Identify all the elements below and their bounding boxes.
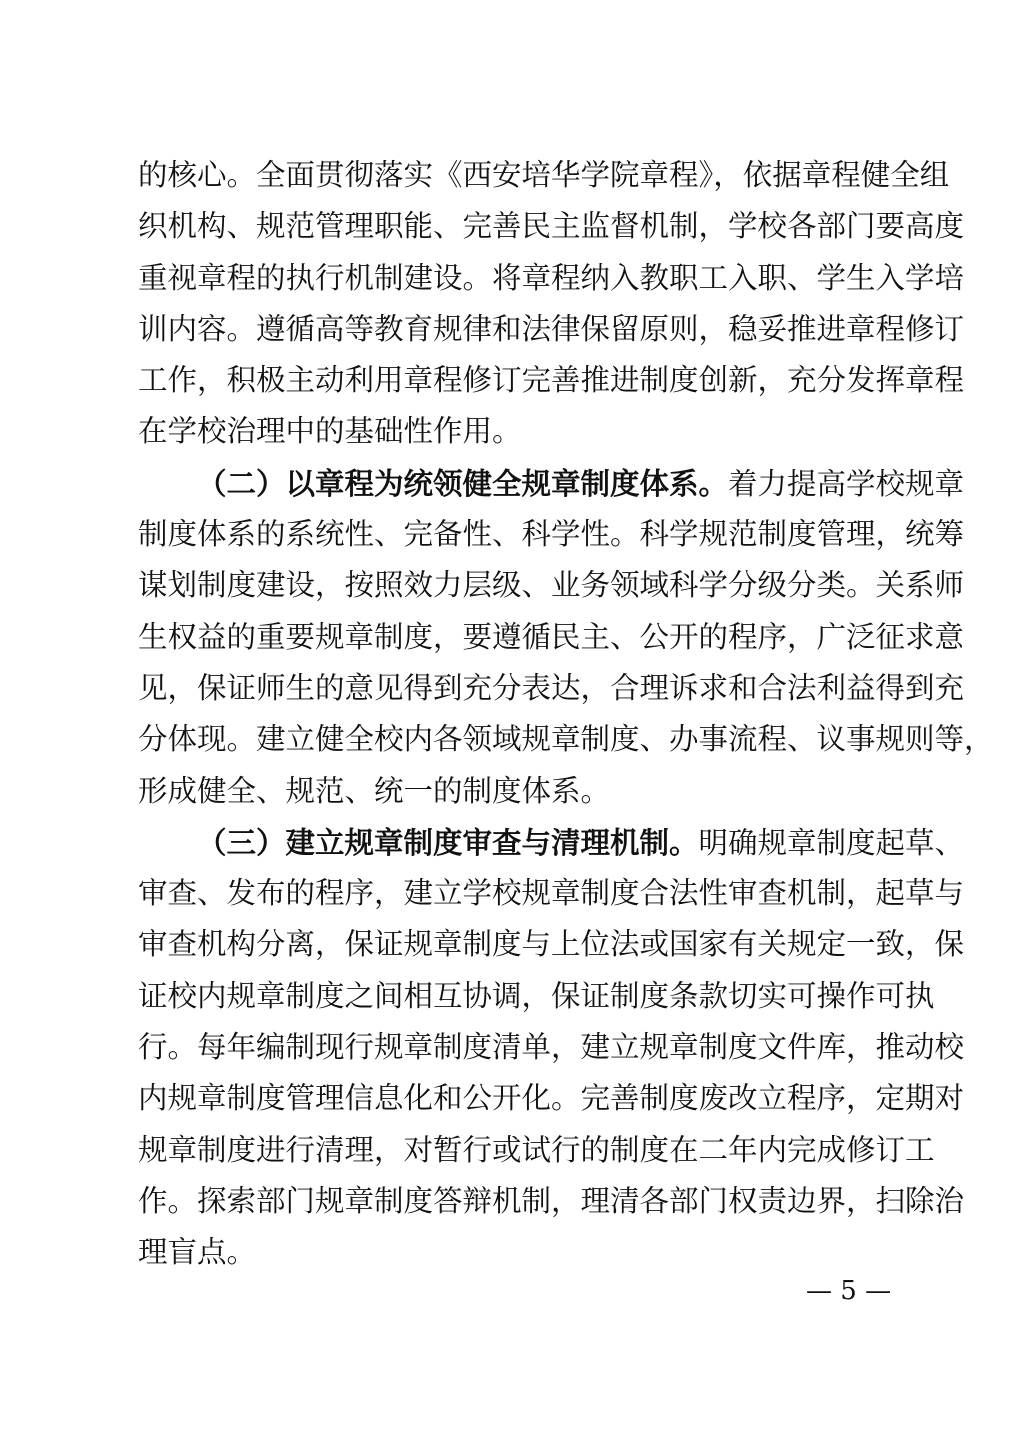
paragraph-1-line-5: 工作，积极主动利用章程修订完善推进制度创新，充分发挥章程 xyxy=(138,363,965,398)
page-number: — 5 — xyxy=(806,1276,892,1306)
paragraph-3-line-7: 规章制度进行清理，对暂行或试行的制度在二年内完成修订工 xyxy=(138,1132,935,1167)
paragraph-1-line-6: 在学校治理中的基础性作用。 xyxy=(138,414,522,449)
paragraph-1-line-3: 重视章程的执行机制建设。将章程纳入教职工入职、学生入学培 xyxy=(138,260,965,295)
paragraph-2-line-3: 谋划制度建设，按照效力层级、业务领域科学分级分类。关系师 xyxy=(138,568,965,603)
paragraph-1-line-4: 训内容。遵循高等教育规律和法律保留原则，稳妥推进章程修订 xyxy=(138,311,965,346)
paragraph-1-line-1: 的核心。全面贯彻落实《西安培华学院章程》，依据章程健全组 xyxy=(138,158,950,192)
paragraph-3-line-1 xyxy=(138,817,965,868)
paragraph-3-line-9: 理盲点。 xyxy=(138,1235,257,1270)
paragraph-2-line-4: 生权益的重要规章制度，要遵循民主、公开的程序，广泛征求意 xyxy=(138,619,965,654)
paragraph-2-line-5: 见，保证师生的意见得到充分表达，合理诉求和合法利益得到充 xyxy=(138,670,965,705)
paragraph-3-line-5: 行。每年编制现行规章制度清单，建立规章制度文件库，推动校 xyxy=(138,1030,965,1065)
paragraph-3-line-4: 证校内规章制度之间相互协调，保证制度条款切实可操作可执 xyxy=(138,978,935,1013)
paragraph-3-line-2: 审查、发布的程序，建立学校规章制度合法性审查机制，起草与 xyxy=(138,876,965,911)
paragraph-3-line-3: 审查机构分离，保证规章制度与上位法或国家有关规定一致，保 xyxy=(138,927,965,962)
paragraph-3-heading: （三）建立规章制度审查与清理机制。 xyxy=(197,824,699,860)
paragraph-2-line-1 xyxy=(138,458,965,509)
paragraph-2-line-2: 制度体系的系统性、完备性、科学性。科学规范制度管理，统筹 xyxy=(138,517,965,552)
paragraph-1-line-2: 织机构、规范管理职能、完善民主监督机制，学校各部门要高度 xyxy=(138,209,965,244)
paragraph-2-heading: （二）以章程为统领健全规章制度体系。 xyxy=(197,465,729,501)
paragraph-2-first-line-rest: 着力提高学校规章 xyxy=(728,466,965,501)
paragraph-3-line-8: 作。探索部门规章制度答辩机制，理清各部门权责边界，扫除治 xyxy=(138,1183,965,1218)
document-body xyxy=(138,150,994,1279)
paragraph-2-line-6: 分体现。建立健全校内各领域规章制度、办事流程、议事规则等， xyxy=(138,722,994,757)
paragraph-2-line-7: 形成健全、规范、统一的制度体系。 xyxy=(138,773,611,808)
paragraph-3-line-6: 内规章制度管理信息化和公开化。完善制度废改立程序，定期对 xyxy=(138,1081,965,1116)
paragraph-3-first-line-rest: 明确规章制度起草、 xyxy=(698,825,965,860)
